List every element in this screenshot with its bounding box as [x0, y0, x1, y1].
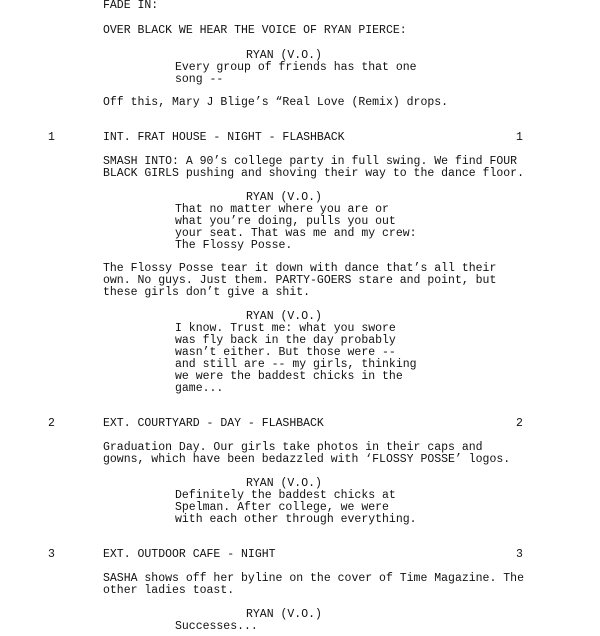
scene-heading: EXT. OUTDOOR CAFE - NIGHT [103, 548, 276, 561]
dialogue-line: Successes... [175, 620, 258, 633]
scene-heading: INT. FRAT HOUSE - NIGHT - FLASHBACK [103, 131, 345, 144]
scene-number-left: 2 [48, 417, 55, 430]
dialogue-line: we were the baddest chicks in the [175, 370, 403, 383]
dialogue-line: Spelman. After college, we were [175, 501, 389, 514]
scene-heading: EXT. COURTYARD - DAY - FLASHBACK [103, 417, 324, 430]
action-line: BLACK GIRLS pushing and shoving their way to the dance floor. [103, 167, 524, 180]
character-name: RYAN (V.O.) [246, 608, 322, 621]
character-name: RYAN (V.O.) [246, 49, 322, 62]
scene-number-left: 3 [48, 548, 55, 561]
dialogue-line: what you’re doing, pulls you out [175, 215, 396, 228]
action-line: Graduation Day. Our girls take photos in their caps and [103, 441, 483, 454]
dialogue-line: with each other through everything. [175, 513, 417, 526]
dialogue-line: I know. Trust me: what you swore [175, 322, 396, 335]
scene-number-right: 2 [516, 417, 523, 430]
scene-number-left: 1 [48, 131, 55, 144]
action-line: The Flossy Posse tear it down with dance that’s all their [103, 262, 497, 275]
scene-number-right: 3 [516, 548, 523, 561]
dialogue-line: Every group of friends has that one [175, 61, 417, 74]
action-line: own. No guys. Just them. PARTY-GOERS stare and point, but [103, 274, 497, 287]
action-line: OVER BLACK WE HEAR THE VOICE OF RYAN PIERCE: [103, 24, 407, 37]
action-line: SASHA shows off her byline on the cover of Time Magazine. The [103, 572, 524, 585]
character-name: RYAN (V.O.) [246, 477, 322, 490]
transition-fade-in: FADE IN: [103, 0, 159, 12]
scene-number-right: 1 [516, 131, 523, 144]
dialogue-line: game... [175, 382, 224, 395]
character-name: RYAN (V.O.) [246, 310, 322, 323]
character-name: RYAN (V.O.) [246, 191, 322, 204]
action-line: SMASH INTO: A 90’s college party in full swing. We find FOUR [103, 155, 518, 168]
dialogue-line: The Flossy Posse. [175, 239, 293, 252]
dialogue-line: Definitely the baddest chicks at [175, 489, 396, 502]
dialogue-line: song -- [175, 73, 224, 86]
dialogue-line: wasn’t either. But those were -- [175, 346, 396, 359]
dialogue-line: your seat. That was me and my crew: [175, 227, 417, 240]
dialogue-line: was fly back in the day probably [175, 334, 396, 347]
action-line: these girls don’t give a shit. [103, 286, 311, 299]
dialogue-line: That no matter where you are or [175, 203, 389, 216]
action-line: gowns, which have been bedazzled with ‘FLOSSY POSSE’ logos. [103, 453, 511, 466]
dialogue-line: and still are -- my girls, thinking [175, 358, 417, 371]
action-line: Off this, Mary J Blige’s “Real Love (Remix) drops. [103, 96, 449, 109]
action-line: other ladies toast. [103, 584, 235, 597]
